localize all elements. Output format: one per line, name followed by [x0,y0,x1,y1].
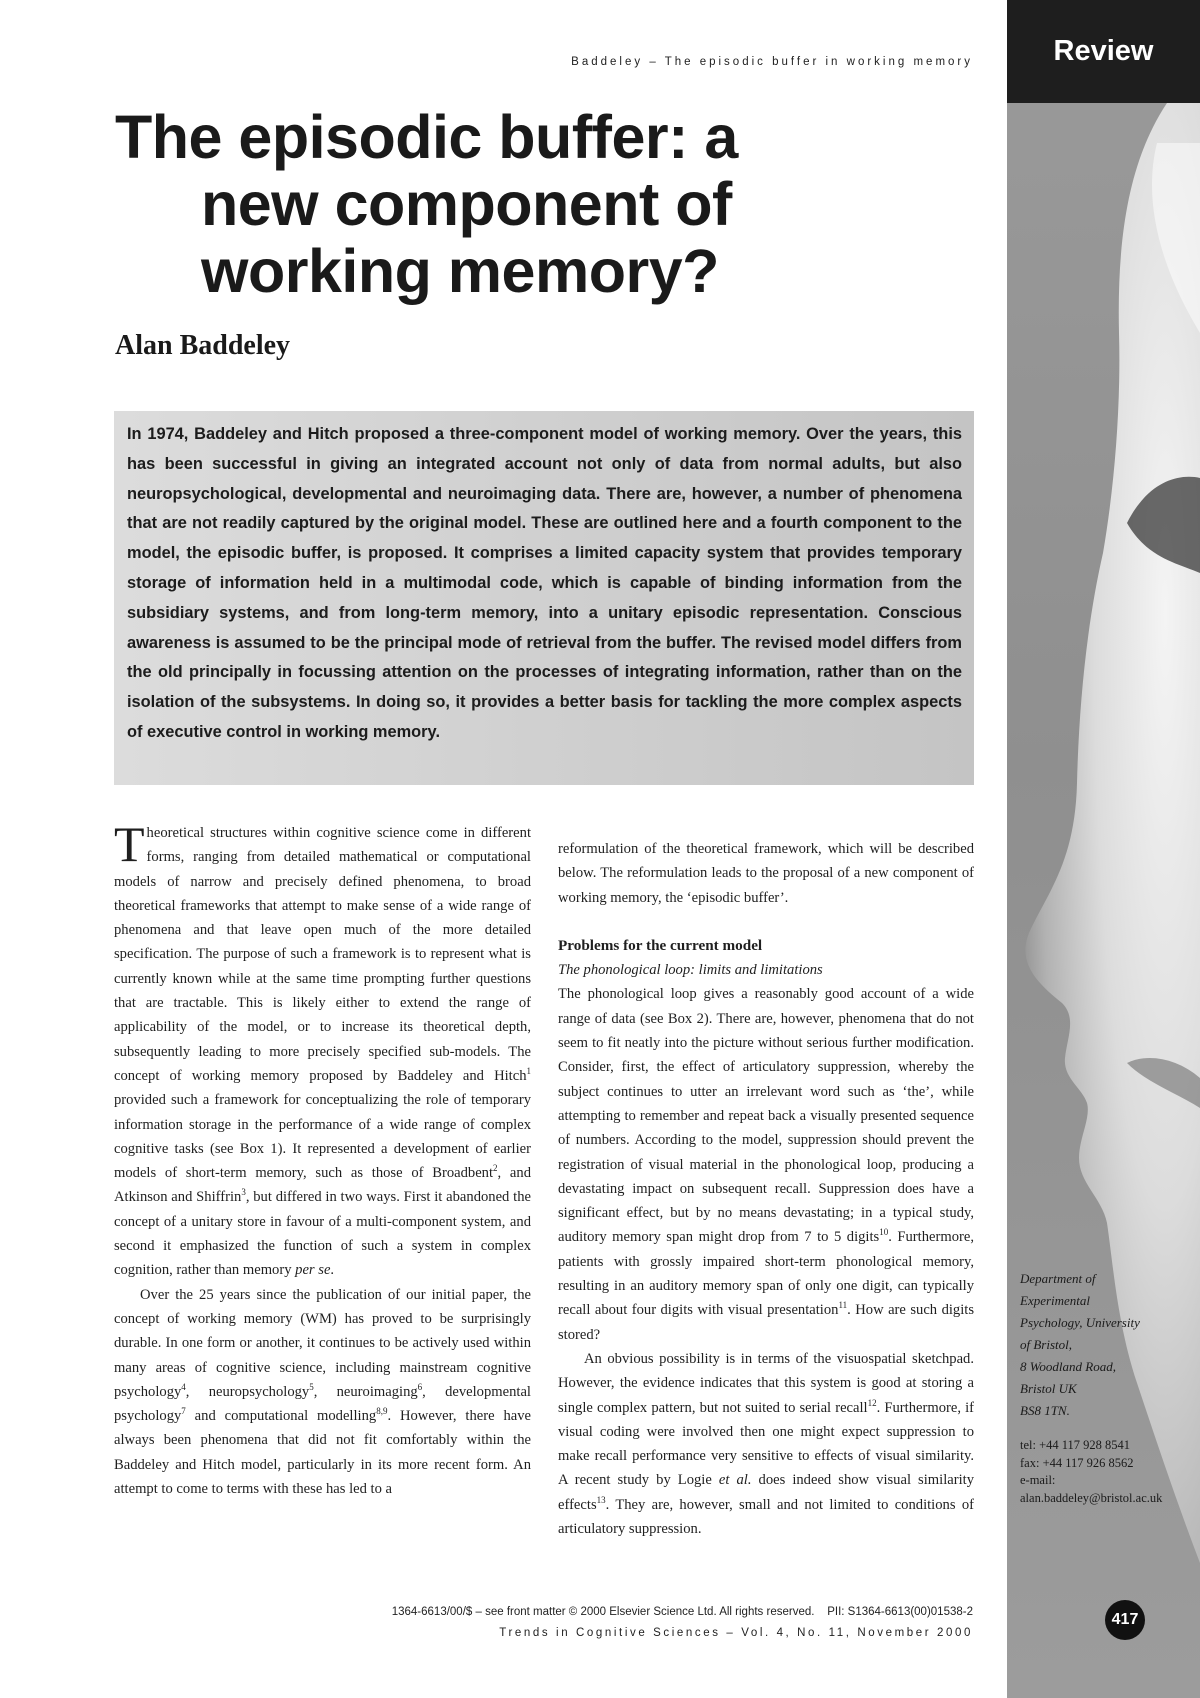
text-run: Over the 25 years since the publication of our initial paper, the concept of working memory (WM) has proved to be surprisingly durable. In one form or another, it continues to be actively used within many areas of cognitive science, including mainstream cognitive psychology [114,1286,531,1400]
body-paragraph-2 [114,1283,531,1502]
title-line-3: working memory? [201,237,719,305]
fax-label: fax: [1020,1455,1040,1470]
italic-term: per se [295,1262,331,1279]
italic-term: et al. [718,1472,752,1489]
citation-ref: 2 [493,1163,498,1174]
affiliation-line: Department of [1020,1271,1096,1286]
affiliation-line: Psychology, University [1020,1315,1140,1330]
affiliation-line: of Bristol, [1020,1337,1073,1352]
citation-ref: 10 [879,1227,889,1238]
copyright-text: 1364-6613/00/$ – see front matter © 2000 Elsevier Science Ltd. All rights reserved. [391,1606,815,1618]
text-run: , and Atkinson and Shiffrin [114,1165,531,1206]
tel-label: tel: [1020,1438,1036,1452]
citation-ref: 5 [309,1381,314,1392]
text-run: and computational modelling [185,1408,377,1425]
section-label: Review [1007,0,1200,103]
affiliation-line: Experimental [1020,1293,1091,1308]
telephone [1020,1437,1190,1455]
text-run: , but differed in two ways. First it abandoned the concept of a unitary store in favour of a multi-component system, and second it emphasized the function of such a system in complex cognition, rather than memory [114,1189,531,1279]
fax-value: +44 117 926 8562 [1042,1455,1134,1470]
author-name: Alan Baddeley [115,330,291,361]
citation-ref: 7 [181,1406,186,1417]
text-run: . They are, however, small and not limited to conditions of articulatory suppression. [558,1496,974,1538]
text-run: . [330,1262,335,1279]
drop-cap: T [114,816,145,872]
citation-ref: 12 [867,1397,877,1408]
text-run: , developmental psychology [114,1383,531,1425]
running-head: Baddeley – The episodic buffer in working memory [571,56,973,68]
page-number: 417 [1105,1600,1145,1640]
body-paragraph-4 [558,1347,974,1541]
citation-ref: 11 [838,1300,848,1311]
pii-identifier: PII: S1364-6613(00)01538-2 [827,1606,973,1618]
citation-ref: 4 [181,1381,186,1392]
article-title [115,104,975,305]
section-heading: Problems for the current model [558,936,763,954]
text-run: . How are such digits stored? [558,1302,975,1343]
text-run: , neuropsychology [185,1383,310,1400]
text-run: heoretical structures within cognitive science come in different forms, ranging from detailed mathematical or computational models of narrow and precisely defined phenomena, to broad theoretical frameworks that attempt to make sense of a wide range of phenomena and that leave open much of the more detailed specification. The purpose of such a framework is to represent what is currently known while at the same time prompting further questions that are tractable. This is likely either to extend the range of applicability of the model, or to increase its theoretical depth, subsequently leading to more precisely specified sub-models. The concept of working memory proposed by Baddeley and Hitch [114,825,531,1084]
text-run: does indeed show visual similarity effects [558,1472,974,1513]
body-paragraph-3 [558,982,974,1346]
text-run: , neuroimaging [313,1383,418,1400]
left-column [114,816,531,1501]
author-affiliation [1020,1268,1190,1422]
affiliation-line: 8 Woodland Road, [1020,1359,1116,1374]
affiliation-line: Bristol UK [1020,1381,1077,1396]
subsection-heading: The phonological loop: limits and limitations [558,962,823,979]
body-paragraph-continued: reformulation of the theoretical framework, which will be described below. The reformulation leads to the proposal of a new component of working memory, the ‘episodic buffer’. [558,841,974,906]
title-line-2: new component of [201,170,732,238]
email-label: e-mail: [1020,1473,1056,1487]
right-column [558,837,974,1541]
citation-ref: 6 [417,1381,423,1392]
citation-ref: 1 [526,1066,531,1077]
title-line-1: The episodic buffer: a [115,103,738,171]
text-run: The phonological loop gives a reasonably good account of a wide range of data (see Box 2). There are, however, phenomena that do not seem to fit neatly into the picture without serious further modification. Consider, first, the effect of articulatory suppression, whereby the subject continues to utter an irrelevant word such as ‘the’, while attempting to remember and repeat back a visually presented sequence of numbers. According to the model, suppression should prevent the registration of visual material in the phonological loop, producing a devastating impact on subsequent recall. Suppression does have a significant effect, but by no means devastating; in a typical study, auditory memory span might drop from 7 to 5 digits [558,986,974,1246]
text-run: An obvious possibility is in terms of the visuospatial sketchpad. However, the evidence indicates that this system is good at storing a single complex pattern, but not suited to serial recall [558,1350,974,1416]
body-paragraph-1 [114,816,531,1283]
text-run: . Furthermore, if visual coding were involved then one might expect suppression to make recall performance very sensitive to effects of visual similarity. A recent study by Logie [558,1399,974,1489]
fax [1020,1455,1190,1473]
contact-details [1020,1437,1190,1507]
text-run: provided such a framework for conceptualizing the role of temporary information storage in the performance of a wide range of complex cognitive tasks (see Box 1). It represented a development of earlier models of short-term memory, such as those of Broadbent [114,1092,531,1182]
journal-citation: Trends in Cognitive Sciences – Vol. 4, No. 11, November 2000 [499,1627,973,1639]
citation-ref: 13 [596,1494,606,1505]
email-address[interactable]: alan.baddeley@bristol.ac.uk [1020,1490,1163,1505]
text-run: . However, there have always been phenomena that did not fit comfortably within the Baddeley and Hitch model, particularly in its more recent form. An attempt to come to terms with these has led to a [114,1408,531,1498]
text-run: . Furthermore, patients with grossly impaired short-term phonological memory, resulting in an auditory memory span of only one digit, can typically recall about four digits with visual presentation [558,1229,974,1319]
affiliation-line: BS8 1TN. [1020,1403,1070,1418]
citation-ref: 3 [241,1187,246,1198]
citation-ref: 8,9 [376,1406,388,1417]
tel-value: +44 117 928 8541 [1039,1438,1131,1452]
footer-copyright-line [392,1606,973,1618]
abstract-box: In 1974, Baddeley and Hitch proposed a three-component model of working memory. Over the years, this has been successful in giving an integrated account not only of data from normal adults, but also neuropsychological, developmental and neuroimaging data. There are, however, a number of phenomena that are not readily captured by the original model. These are outlined here and a fourth component to the model, the episodic buffer, is proposed. It comprises a limited capacity system that provides temporary storage of information held in a multimodal code, which is capable of binding information from the subsidiary systems, and from long-term memory, into a unitary episodic representation. Conscious awareness is assumed to be the principal mode of retrieval from the buffer. The revised model differs from the old principally in focussing attention on the processes of integrating information, rather than on the isolation of the subsystems. In doing so, it provides a better basis for tackling the more complex aspects of executive control in working memory. [114,411,974,785]
